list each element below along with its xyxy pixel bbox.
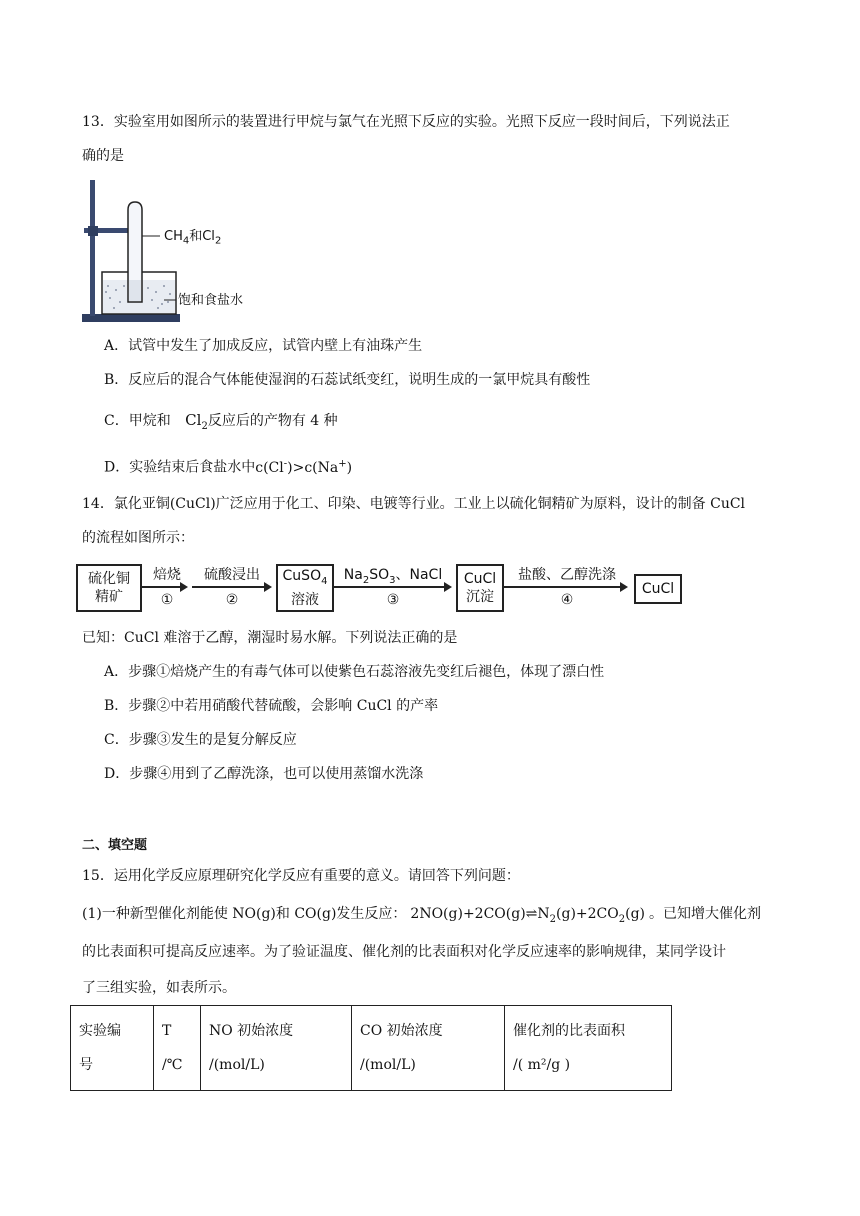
q13-option-c-suffix: 反应后的产物有 4 种 [207,413,338,429]
q14-option-a: A．步骤①焙烧产生的有毒气体可以使紫色石蕊溶液先变红后褪色，体现了漂白性 [104,664,605,680]
flow-box-ore: 硫化铜 精矿 [76,564,142,612]
q15-p2: 的比表面积可提高反应速率。为了验证温度、催化剂的比表面积对化学反应速率的影响规律，某同学设计 [82,944,726,960]
flow-arrow-4 [504,586,626,588]
flow-box-cucl-precipitate: CuCl 沉淀 [456,564,504,612]
flow-step1-label: 焙烧 [153,567,181,583]
flow-arrow-3 [334,586,450,588]
header-cell-co-conc: CO 初始浓度 /(mol/L) [352,1006,505,1091]
q13-option-a: A．试管中发生了加成反应，试管内壁上有油珠产生 [104,338,423,354]
q13-option-c-prefix: C．甲烷和 [104,413,171,429]
q14-stem-line1: 14．氯化亚铜(CuCl)广泛应用于化工、印染、电镀等行业。工业上以硫化铜精矿为原料，设计的制备 CuCl [82,496,746,512]
q15-p1-suffix: 。已知增大催化剂 [649,906,761,922]
header-cell-exp-no: 实验编 号 [71,1006,154,1091]
flow-step1-number: ① [160,592,174,608]
q13-option-d: D．实验结束后食盐水中c(Cl-)>c(Na+) [104,458,353,476]
q13-option-b: B．反应后的混合气体能使湿润的石蕊试纸变红，说明生成的一氯甲烷具有酸性 [104,372,591,388]
q13-option-d-prefix: D．实验结束后食盐水中 [104,459,256,476]
reaction-equation: $2NO(g)+2CO(g)\rightleftharpoons N_2(g)+2CO_2(g)$ [410,906,645,925]
process-flow-diagram [76,560,686,616]
apparatus-label-brine: 饱和食盐水 [178,293,244,308]
header-cell-temperature: T /℃ [154,1006,201,1091]
q13-stem-line2: 确的是 [82,148,124,164]
flow-arrow-2 [192,586,270,588]
q14-known: 已知：CuCl 难溶于乙醇，潮湿时易水解。下列说法正确的是 [82,630,458,646]
flow-box-cucl: CuCl [634,574,682,604]
flow-step2-label: 硫酸浸出 [204,567,260,583]
flow-step3-number: ③ [386,592,400,608]
table-header-row [71,1006,672,1091]
stand-base [82,314,180,322]
q13-stem-line1: 13．实验室用如图所示的装置进行甲烷与氯气在光照下反应的实验。光照下反应一段时间后，下列说法正 [82,114,730,130]
stand-rod [90,180,95,316]
experiment-table [70,1005,672,1091]
q14-option-d: D．步骤④用到了乙醇洗涤，也可以使用蒸馏水洗涤 [104,766,424,782]
q15-p3: 了三组实验，如表所示。 [82,980,236,996]
q14-option-c: C．步骤③发生的是复分解反应 [104,732,297,748]
header-cell-surface-area: 催化剂的比表面积 /( m²/g ) [505,1006,672,1091]
q14-stem-line2: 的流程如图所示： [82,530,194,546]
flow-box-cuso4: CuSO$_4$ 溶液 [276,564,334,612]
flow-step4-number: ④ [560,592,574,608]
q15-stem: 15．运用化学反应原理研究化学反应有重要的意义。请回答下列问题： [82,868,520,884]
apparatus-label-gas: $CH_4$和$Cl_2$ [164,229,222,247]
q14-option-b: B．步骤②中若用硝酸代替硫酸，会影响 CuCl 的产率 [104,698,439,714]
q13-option-c: C．甲烷和 $Cl_2$反应后的产物有 4 种 [104,411,338,432]
header-cell-no-conc: NO 初始浓度 /(mol/L) [201,1006,352,1091]
q15-p1 [82,904,761,930]
flow-step4-label: 盐酸、乙醇洗涤 [518,567,616,583]
flow-arrow-1 [142,586,186,588]
flow-step2-number: ② [225,592,239,608]
flow-step3-label: $Na_2SO_3$、NaCl [343,567,443,586]
section-title: 二、填空题 [82,838,148,853]
q15-p1-prefix: (1)一种新型催化剂能使 NO(g)和 CO(g)发生反应： [82,906,407,922]
